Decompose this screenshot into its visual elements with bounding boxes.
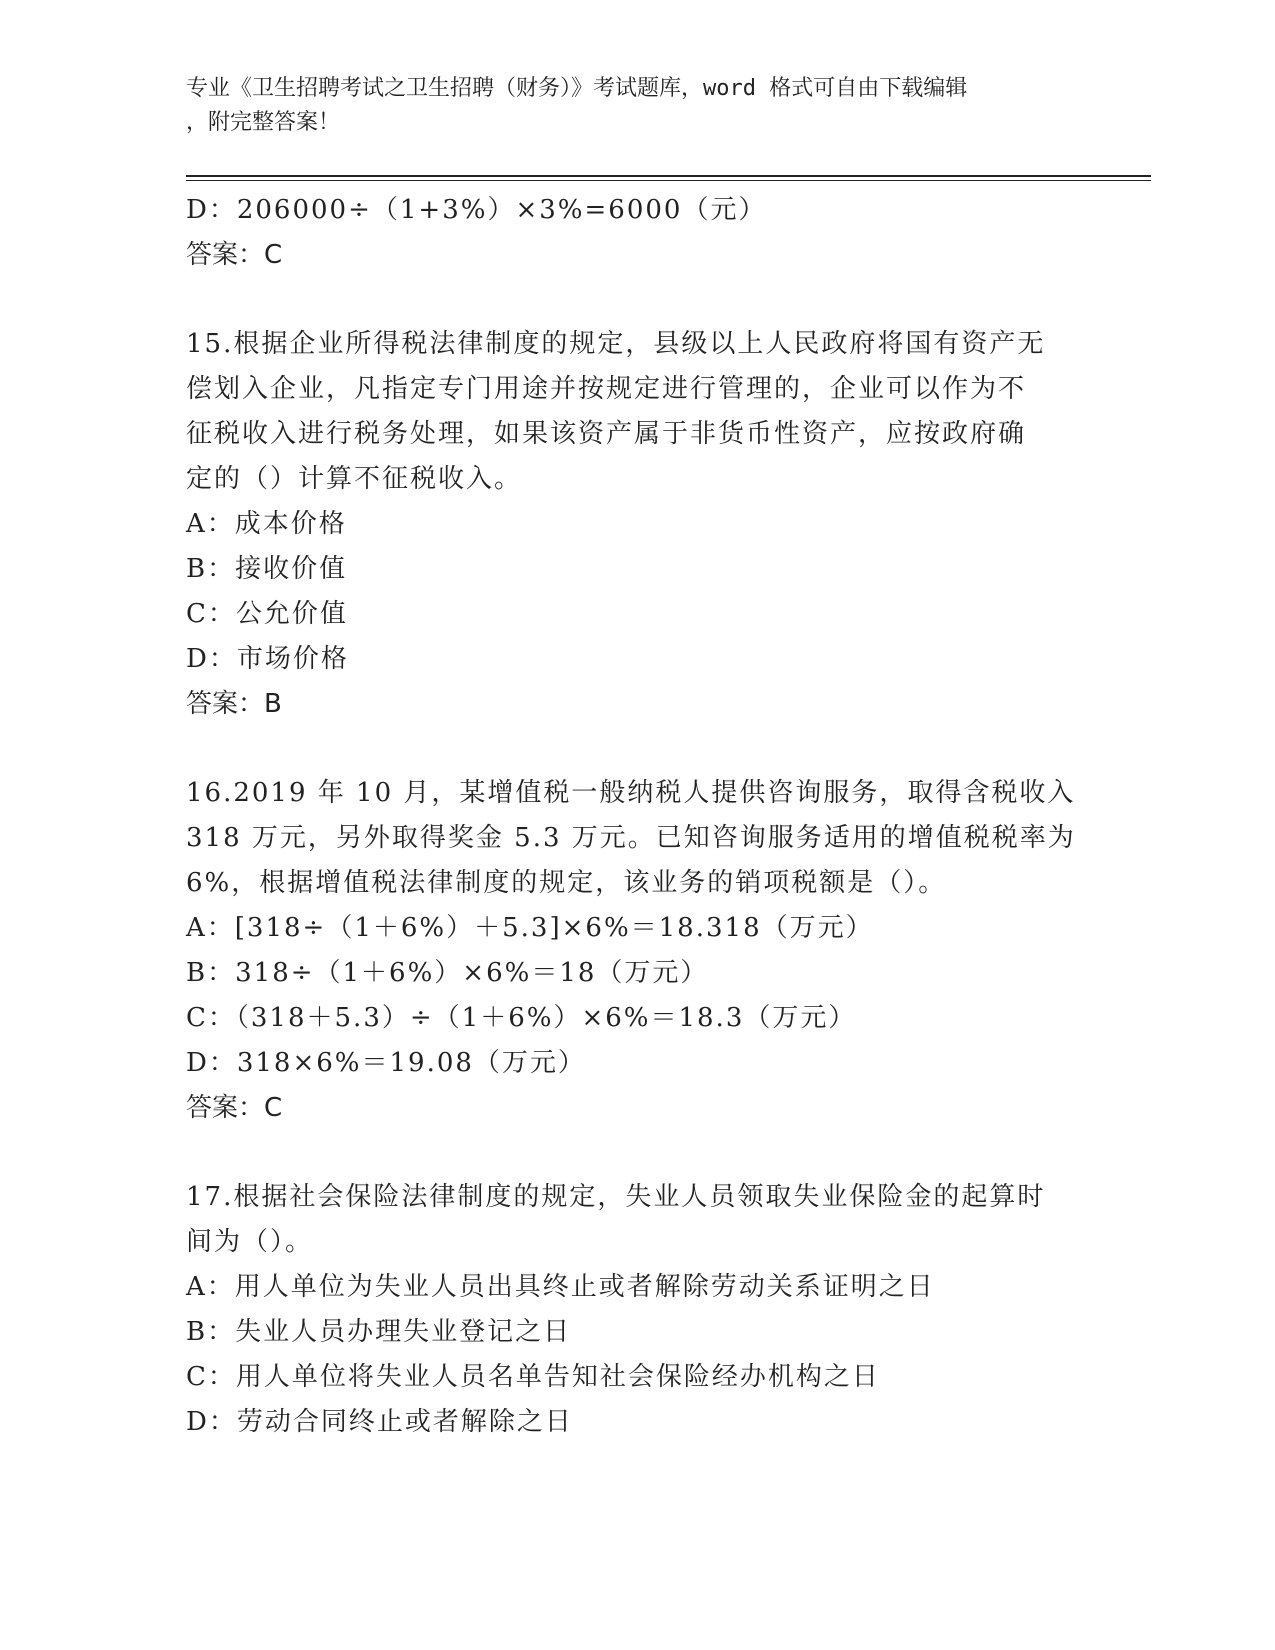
question-stem-line: 定的（）计算不征税收入。: [186, 464, 523, 494]
header-divider-thick: [186, 175, 1151, 177]
option-d: D：市场价格: [186, 644, 349, 674]
option-a: A：[318÷（1＋6%）＋5.3]×6%＝18.318（万元）: [186, 913, 874, 943]
question-stem-line: 间为（）。: [186, 1227, 314, 1257]
option-b: B：318÷（1＋6%）×6%＝18（万元）: [186, 958, 709, 988]
header-divider-thin: [186, 180, 1151, 181]
question-stem-line: 16.2019 年 10 月，某增值税一般纳税人提供咨询服务，取得含税收入: [186, 778, 1076, 808]
question-stem-line: 6%，根据增值税法律制度的规定，该业务的销项税额是（）。: [186, 868, 947, 898]
option-b: B：接收价值: [186, 554, 348, 584]
question-stem-line: 征税收入进行税务处理，如果该资产属于非货币性资产，应按政府确: [186, 419, 1027, 449]
option-c: C：公允价值: [186, 599, 348, 629]
option-d: D：318×6%＝19.08（万元）: [186, 1048, 586, 1078]
header-title-line-2: ，附完整答案！: [186, 110, 341, 135]
option-b: B：失业人员办理失业登记之日: [186, 1317, 572, 1347]
option-d: D：206000÷（1+3%）×3%=6000（元）: [186, 195, 767, 225]
option-d: D：劳动合同终止或者解除之日: [186, 1407, 573, 1437]
answer-line: 答案：C: [186, 240, 283, 270]
page-header: [186, 72, 1066, 140]
header-title-line-1: 专业《卫生招聘考试之卫生招聘（财务）》考试题库，word 格式可自由下载编辑: [186, 76, 968, 101]
question-stem-line: 偿划入企业，凡指定专门用途并按规定进行管理的，企业可以作为不: [186, 374, 1027, 404]
option-c: C：（318＋5.3）÷（1＋6%）×6%＝18.3（万元）: [186, 1003, 857, 1033]
question-15: [186, 322, 1086, 727]
option-a: A：成本价格: [186, 509, 347, 539]
question-stem-line: 17.根据社会保险法律制度的规定，失业人员领取失业保险金的起算时: [186, 1182, 1046, 1212]
question-content: [186, 188, 1086, 1445]
option-c: C：用人单位将失业人员名单告知社会保险经办机构之日: [186, 1362, 880, 1392]
previous-question-tail: [186, 188, 1086, 278]
question-stem-line: 15.根据企业所得税法律制度的规定，县级以上人民政府将国有资产无: [186, 329, 1046, 359]
question-16: [186, 771, 1086, 1131]
question-17: [186, 1175, 1086, 1445]
option-a: A：用人单位为失业人员出具终止或者解除劳动关系证明之日: [186, 1272, 935, 1302]
question-stem-line: 318 万元，另外取得奖金 5.3 万元。已知咨询服务适用的增值税税率为: [186, 823, 1076, 853]
answer-line: 答案：B: [186, 689, 282, 719]
answer-line: 答案：C: [186, 1093, 283, 1123]
